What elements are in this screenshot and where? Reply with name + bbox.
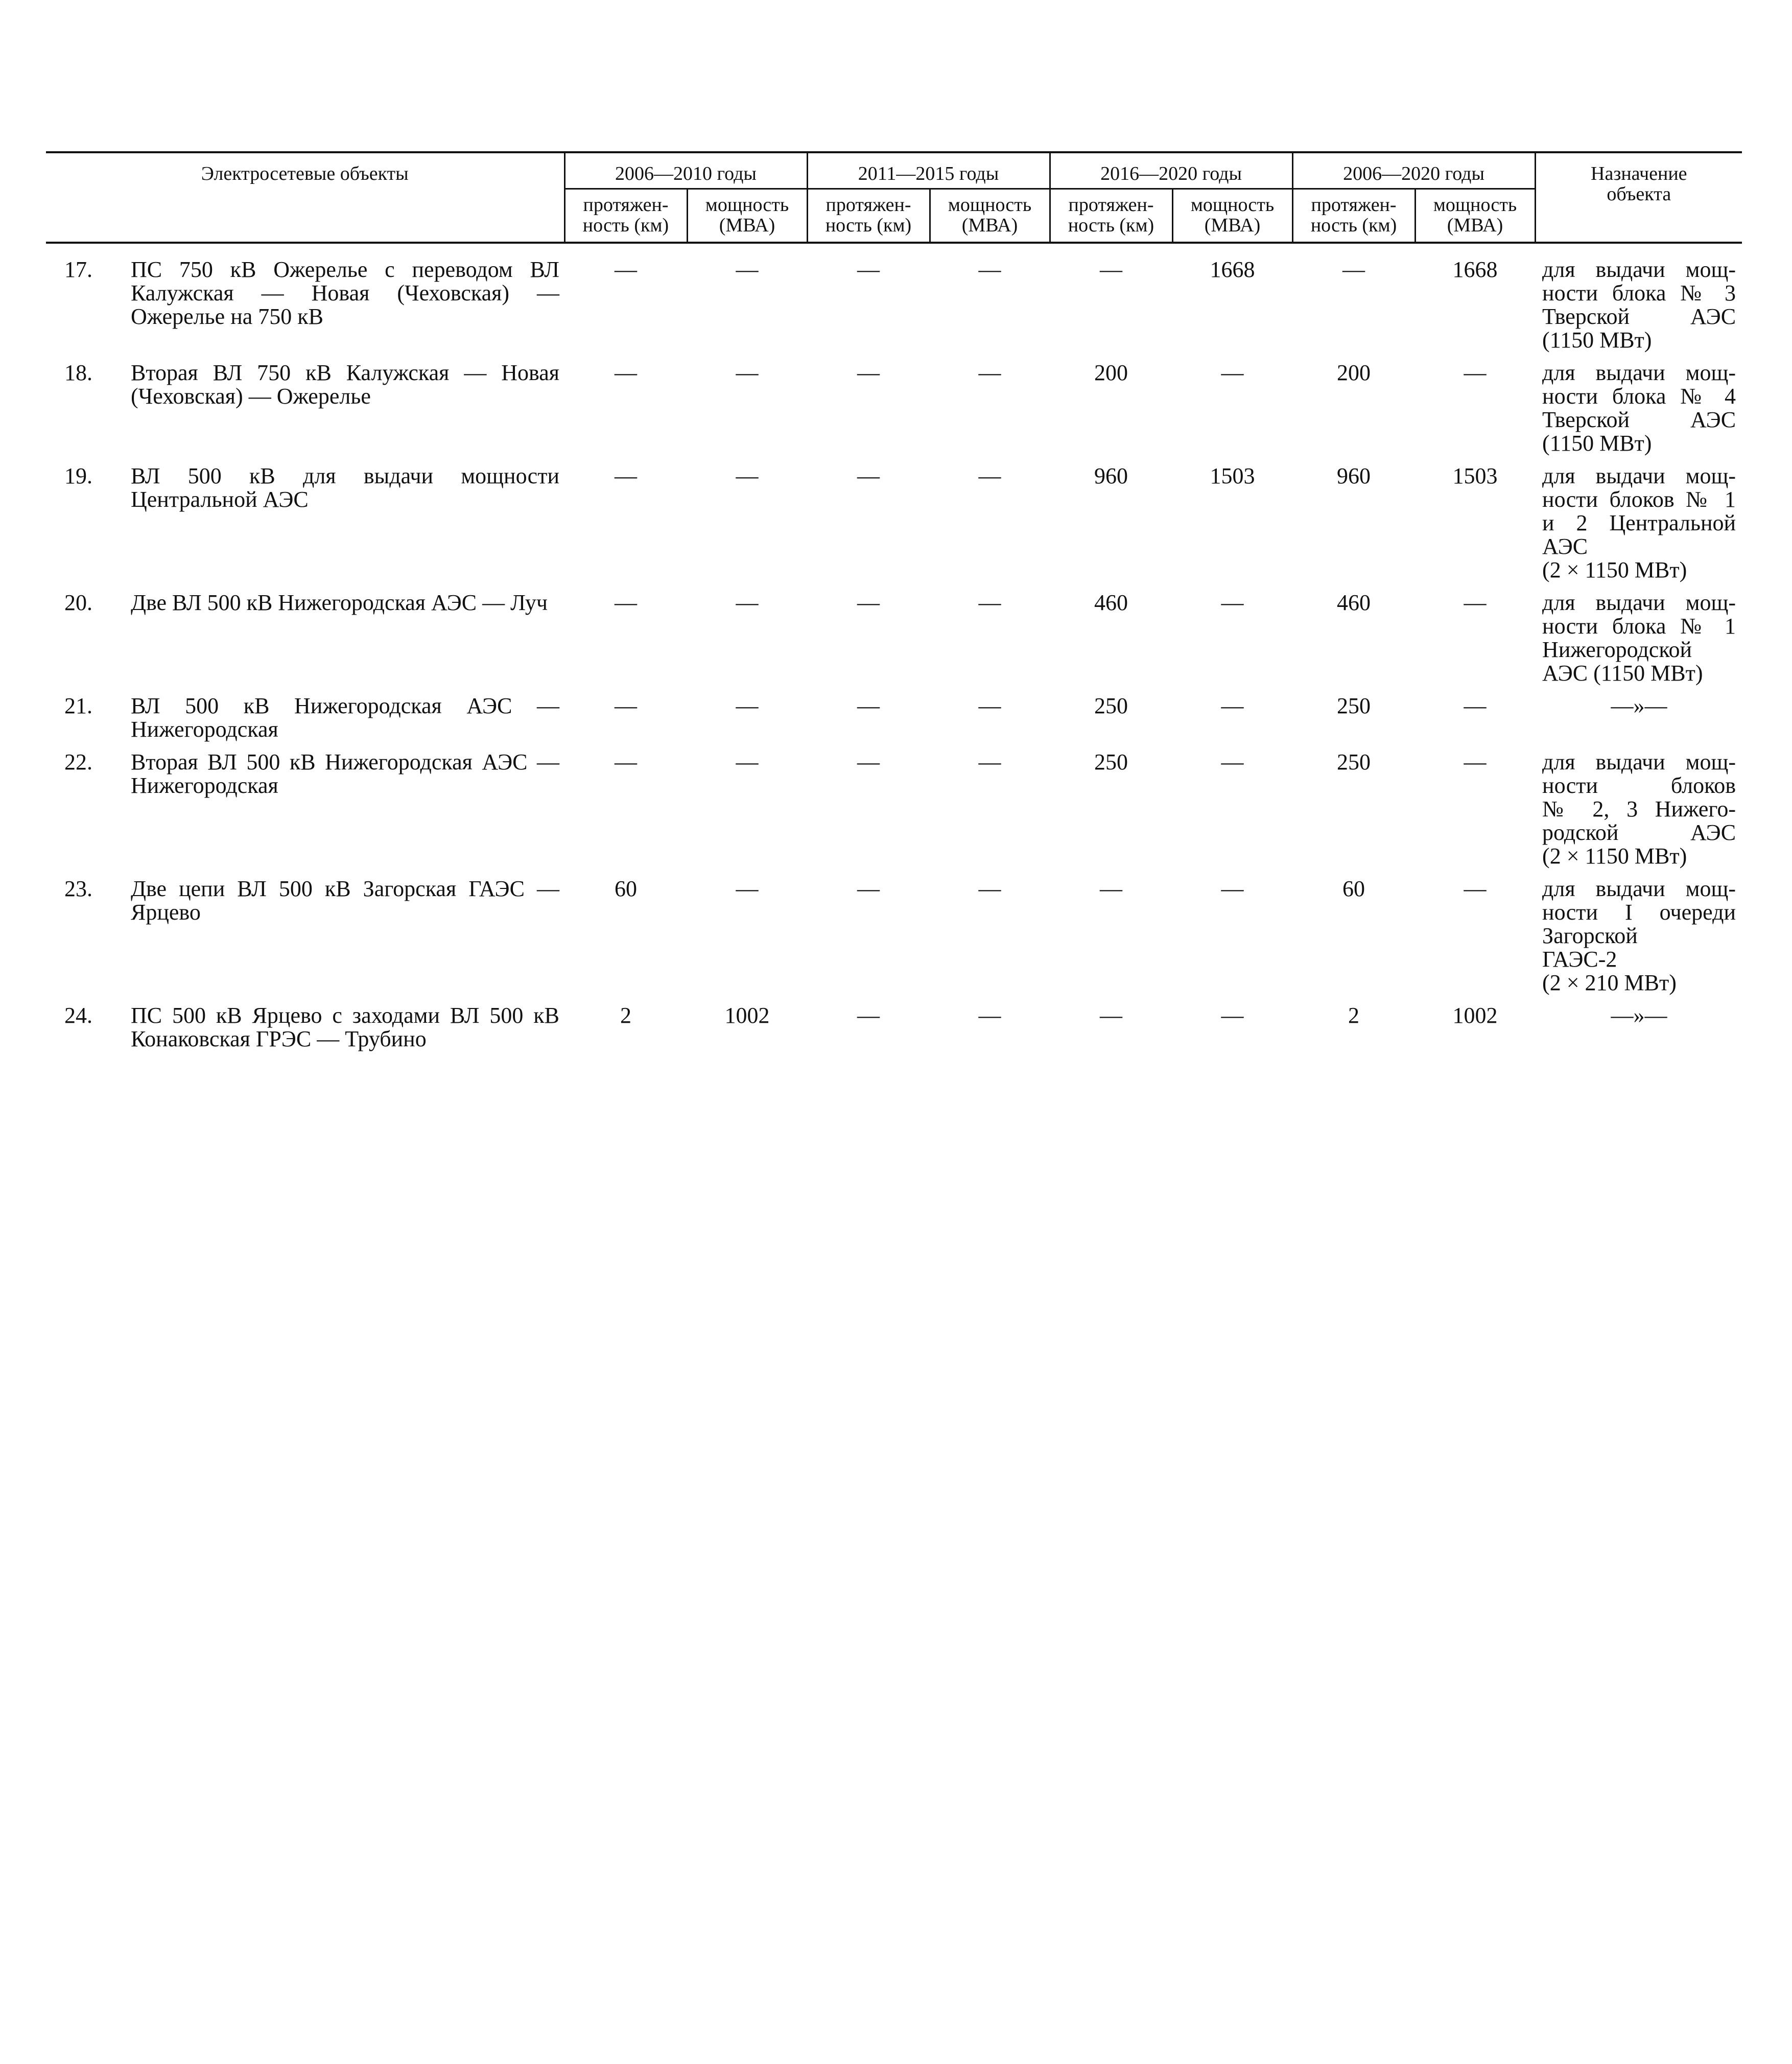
power-cell: — xyxy=(736,749,759,775)
length-header-line: ность (км) xyxy=(825,215,912,236)
row-number: 19. xyxy=(64,463,92,488)
length-header xyxy=(1292,189,1415,243)
table-body xyxy=(46,243,1742,1060)
header-period-2: 2011—2015 годы xyxy=(807,152,1050,189)
power-header-line: мощность xyxy=(948,194,1032,216)
purpose-line: ГАЭС-2 xyxy=(1542,947,1617,972)
length-header xyxy=(1050,189,1172,243)
purpose-line: для выдачи мощ- xyxy=(1542,463,1736,488)
length-cell: — xyxy=(857,1003,880,1028)
object-name: Две ВЛ 500 кВ Нижегородская АЭС — Луч xyxy=(131,590,548,615)
row-number: 23. xyxy=(64,876,92,901)
length-cell: 250 xyxy=(1337,693,1371,718)
header-purpose: Назначение объекта xyxy=(1535,152,1742,243)
power-cell: 1668 xyxy=(1210,257,1255,282)
header-period-4: 2006—2020 годы xyxy=(1292,152,1535,189)
length-header xyxy=(564,189,687,243)
length-cell: 250 xyxy=(1337,749,1371,775)
header-objects: Электросетевые объекты xyxy=(46,152,564,243)
power-cell: — xyxy=(978,693,1001,718)
purpose-line: ности блока № 1 xyxy=(1542,614,1736,639)
purpose-line: (1150 МВт) xyxy=(1542,327,1652,353)
length-cell: 960 xyxy=(1094,463,1128,488)
power-cell: 1503 xyxy=(1452,463,1498,488)
length-cell: 2 xyxy=(620,1003,631,1028)
table-header xyxy=(46,152,1742,243)
length-cell: — xyxy=(615,749,637,775)
power-cell: — xyxy=(736,360,759,385)
row-number: 21. xyxy=(64,693,92,718)
length-cell: 250 xyxy=(1094,693,1128,718)
power-header xyxy=(930,189,1050,243)
power-header xyxy=(1415,189,1535,243)
length-cell: — xyxy=(857,590,880,615)
power-cell: — xyxy=(1221,1003,1244,1028)
power-cell: — xyxy=(978,1003,1001,1028)
object-name: ПС 500 кВ Ярцево с заходами ВЛ 500 кВ Конаковская ГРЭС — Трубино xyxy=(131,1003,559,1051)
length-cell: — xyxy=(615,693,637,718)
purpose-line: ности блока № 4 xyxy=(1542,384,1736,409)
length-cell: 460 xyxy=(1337,590,1371,615)
purpose-cell: —»— xyxy=(1611,1003,1667,1028)
length-header-line: ность (км) xyxy=(582,215,669,236)
length-cell: 2 xyxy=(1348,1003,1360,1028)
power-cell: — xyxy=(978,463,1001,488)
length-header-line: протяжен- xyxy=(583,194,669,216)
power-cell: — xyxy=(978,876,1001,901)
length-cell: — xyxy=(1100,876,1123,901)
length-cell: — xyxy=(857,876,880,901)
power-grid-table xyxy=(46,151,1742,1060)
power-cell: — xyxy=(736,590,759,615)
purpose-line: для выдачи мощ- xyxy=(1542,749,1736,775)
purpose-line: Нижегородской xyxy=(1542,637,1692,662)
power-cell: — xyxy=(978,590,1001,615)
power-cell: — xyxy=(1464,876,1487,901)
length-cell: — xyxy=(615,360,637,385)
purpose-line: для выдачи мощ- xyxy=(1542,590,1736,615)
purpose-line: Тверской АЭС xyxy=(1542,304,1736,329)
purpose-line: родской АЭС xyxy=(1542,820,1736,845)
power-header-line: мощность xyxy=(1433,194,1517,216)
table-row xyxy=(46,258,1742,361)
length-cell: — xyxy=(1342,257,1365,282)
length-cell: — xyxy=(857,463,880,488)
object-name: ВЛ 500 кВ Нижегородская АЭС — Нижегородская xyxy=(131,693,559,742)
table-row xyxy=(46,750,1742,877)
power-cell: — xyxy=(1221,749,1244,775)
power-cell: — xyxy=(1464,693,1487,718)
length-header-line: протяжен- xyxy=(1068,194,1154,216)
power-cell: — xyxy=(736,257,759,282)
power-header-line: (МВА) xyxy=(719,215,775,236)
length-cell: 200 xyxy=(1094,360,1128,385)
table-row xyxy=(46,591,1742,694)
purpose-line: и 2 Центральной xyxy=(1542,510,1736,535)
length-header-line: протяжен- xyxy=(1311,194,1397,216)
power-cell: — xyxy=(978,749,1001,775)
length-cell: 60 xyxy=(1342,876,1365,901)
purpose-line: (2 × 1150 МВт) xyxy=(1542,557,1687,582)
purpose-line: Загорской xyxy=(1542,923,1638,948)
purpose-line: АЭС (1150 МВт) xyxy=(1542,661,1703,686)
purpose-line: ности I очереди xyxy=(1542,900,1736,925)
header-period-1: 2006—2010 годы xyxy=(564,152,807,189)
length-cell: 200 xyxy=(1337,360,1371,385)
power-header-line: мощность xyxy=(1190,194,1275,216)
purpose-line: № 2, 3 Нижего- xyxy=(1542,796,1736,822)
power-cell: — xyxy=(736,876,759,901)
length-cell: — xyxy=(1100,257,1123,282)
power-header-line: (МВА) xyxy=(1447,215,1503,236)
object-name: Две цепи ВЛ 500 кВ Загорская ГАЭС — Ярцево xyxy=(131,876,559,925)
power-cell: 1002 xyxy=(1452,1003,1498,1028)
object-name: ВЛ 500 кВ для выдачи мощности Центральной АЭС xyxy=(131,463,559,512)
power-cell: — xyxy=(1464,360,1487,385)
table-row xyxy=(46,1004,1742,1060)
purpose-line: Тверской АЭС xyxy=(1542,407,1736,432)
header-period-3: 2016—2020 годы xyxy=(1050,152,1292,189)
power-cell: — xyxy=(1464,590,1487,615)
length-cell: — xyxy=(1100,1003,1123,1028)
length-cell: 460 xyxy=(1094,590,1128,615)
length-header-line: протяжен- xyxy=(826,194,911,216)
power-cell: 1503 xyxy=(1210,463,1255,488)
power-cell: 1668 xyxy=(1452,257,1498,282)
side-margin xyxy=(1701,0,1767,1268)
length-cell: — xyxy=(615,463,637,488)
table-row xyxy=(46,877,1742,1004)
power-header-line: мощность xyxy=(705,194,789,216)
power-header xyxy=(687,189,807,243)
object-name: Вторая ВЛ 750 кВ Калужская — Новая (Чеховская) — Ожерелье xyxy=(131,360,559,409)
table-row xyxy=(46,464,1742,591)
length-header-line: ность (км) xyxy=(1310,215,1397,236)
power-cell: — xyxy=(978,257,1001,282)
row-number: 18. xyxy=(64,360,92,385)
object-name: Вторая ВЛ 500 кВ Нижегородская АЭС — Нижегородская xyxy=(131,749,559,798)
purpose-line: (1150 МВт) xyxy=(1542,431,1652,456)
table-row xyxy=(46,694,1742,750)
power-cell: 1002 xyxy=(724,1003,770,1028)
power-header-line: (МВА) xyxy=(1204,215,1261,236)
purpose-line: ности блоков xyxy=(1542,773,1736,798)
power-cell: — xyxy=(1221,360,1244,385)
table-row xyxy=(46,361,1742,464)
power-cell: — xyxy=(736,463,759,488)
length-header xyxy=(807,189,930,243)
length-cell: — xyxy=(615,257,637,282)
purpose-line: для выдачи мощ- xyxy=(1542,360,1736,385)
object-name: ПС 750 кВ Ожерелье с переводом ВЛ Калужская — Новая (Чеховская) — Ожерелье на 750 кВ xyxy=(131,257,559,329)
length-cell: — xyxy=(857,693,880,718)
purpose-cell: —»— xyxy=(1611,693,1667,718)
row-number: 24. xyxy=(64,1003,92,1028)
purpose-line: ности блока № 3 xyxy=(1542,280,1736,306)
row-number: 17. xyxy=(64,257,92,282)
power-cell: — xyxy=(1464,749,1487,775)
purpose-line: для выдачи мощ- xyxy=(1542,876,1736,901)
purpose-line: АЭС xyxy=(1542,534,1588,559)
length-header-line: ность (км) xyxy=(1068,215,1154,236)
power-header-line: (МВА) xyxy=(961,215,1018,236)
power-header xyxy=(1172,189,1292,243)
length-cell: — xyxy=(615,590,637,615)
length-cell: — xyxy=(857,749,880,775)
purpose-line: (2 × 1150 МВт) xyxy=(1542,843,1687,869)
length-cell: 250 xyxy=(1094,749,1128,775)
row-number: 22. xyxy=(64,749,92,775)
purpose-line: ности блоков № 1 xyxy=(1542,487,1736,512)
row-number: 20. xyxy=(64,590,92,615)
purpose-line: (2 × 210 МВт) xyxy=(1542,970,1677,995)
power-cell: — xyxy=(978,360,1001,385)
length-cell: — xyxy=(857,360,880,385)
power-cell: — xyxy=(1221,876,1244,901)
length-cell: 960 xyxy=(1337,463,1371,488)
purpose-line: для выдачи мощ- xyxy=(1542,257,1736,282)
power-cell: — xyxy=(1221,590,1244,615)
power-cell: — xyxy=(1221,693,1244,718)
length-cell: — xyxy=(857,257,880,282)
length-cell: 60 xyxy=(615,876,637,901)
power-cell: — xyxy=(736,693,759,718)
